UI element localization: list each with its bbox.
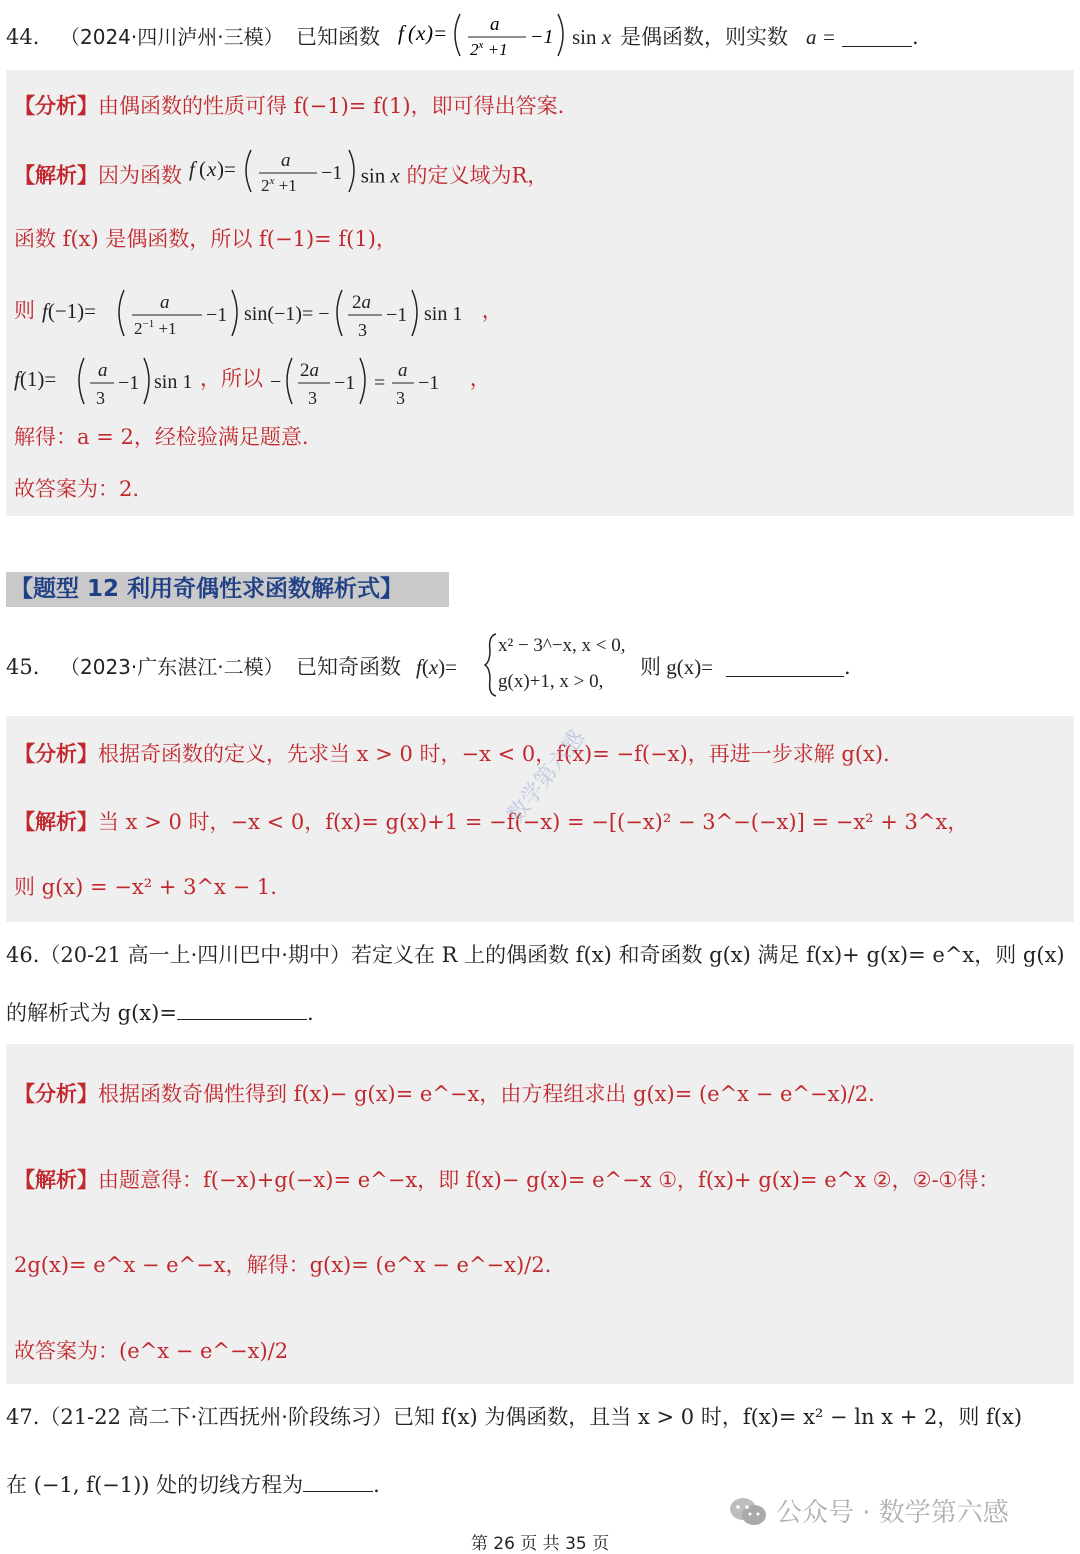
solution-line-1: 【解析】因为函数 f ( x )= a $2^x +1$ −1 sin x 的定义域为R， xyxy=(14,160,548,194)
svg-text:a: a xyxy=(280,150,291,171)
formula-svg xyxy=(398,10,570,58)
solution-answer: 故答案为：(e^x − e^−x)/2 xyxy=(14,1339,289,1363)
question-text: 已知奇函数 xyxy=(296,655,401,679)
question-text: 已知函数 xyxy=(296,25,380,49)
solution-line-2: 2g(x)= e^x − e^−x，解得：g(x)= (e^x − e^−x)/2. xyxy=(14,1253,552,1277)
svg-text:−1: −1 xyxy=(530,26,554,48)
svg-text:3: 3 xyxy=(96,388,105,408)
svg-text:=: = xyxy=(373,372,385,394)
analysis-line: 【分析】根据函数奇偶性得到 f(x)− g(x)= e^−x，由方程组求出 g(x)= (e^x − e^−x)/2. xyxy=(14,1081,875,1106)
solution-answer: 故答案为：2. xyxy=(14,477,140,501)
svg-text:2a: 2a xyxy=(351,292,371,313)
sol-formula-svg xyxy=(189,146,361,194)
svg-text:−1: −1 xyxy=(333,372,355,394)
svg-text:(: ( xyxy=(408,21,415,45)
question-number: 44. xyxy=(6,25,40,49)
svg-text:−1: −1 xyxy=(320,162,342,184)
svg-text:f: f xyxy=(398,21,404,45)
svg-text:3: 3 xyxy=(307,388,317,408)
watermark-text: 公众号 · 数学第六感 xyxy=(776,1498,1009,1528)
answer-variable: a = xyxy=(806,25,836,49)
question-source: （2023·广东湛江·二模） xyxy=(60,655,284,679)
question-44: 44. （2024·四川泸州·三模） 已知函数 f ( x )= a $2^x +1$ −1 sin x 是偶函数，则实数 a = . xyxy=(6,14,1074,64)
analysis-line: 【分析】由偶函数的性质可得 f(−1)= f(1)，即可得出答案. xyxy=(14,93,565,118)
svg-text:−1: −1 xyxy=(385,304,407,326)
answer-blank xyxy=(842,28,912,47)
solution-line-2: 函数 f(x) 是偶函数，所以 f(−1)= f(1)， xyxy=(14,227,397,251)
question-line-1: 46.（20-21 高一上·四川巴中·期中）若定义在 R 上的偶函数 f(x) 和奇函数 g(x) 满足 f(x)+ g(x)= e^x，则 g(x) xyxy=(6,943,1065,967)
solution-line-1: 【解析】当 x > 0 时，−x < 0，f(x)= g(x)+1 = −f(−x) = −[(−x)² − 3^−(−x)] = −x² + 3^x， xyxy=(14,809,969,834)
section-heading: 【题型 12 利用奇偶性求函数解析式】 xyxy=(6,572,449,607)
wechat-watermark xyxy=(728,1492,1009,1529)
svg-text:sin(−1)= −: sin(−1)= − xyxy=(243,303,330,325)
svg-text:−1: −1 xyxy=(205,304,227,326)
svg-text:−1: −1 xyxy=(118,372,140,394)
answer-blank xyxy=(303,1473,373,1492)
question-line-2: 的解析式为 g(x)= . xyxy=(6,1001,314,1025)
svg-text:sin 1: sin 1 xyxy=(423,303,463,325)
solution-44 xyxy=(6,70,1074,516)
page-footer: 第 26 页 共 35 页 xyxy=(470,1534,610,1554)
svg-text:3: 3 xyxy=(395,388,405,408)
solution-46 xyxy=(6,1044,1074,1384)
svg-text:2x +1: $2^x +1$ xyxy=(260,175,297,194)
svg-text:f(−1)=: f(−1)= xyxy=(41,299,96,323)
svg-text:2x +1: $2^x +1$ xyxy=(470,39,508,58)
question-45: 45. （2023·广东湛江·二模） 已知奇函数 f(x)= x² − 3^−x, x < 0, g(x)+1, x > 0, 则 g(x)= . xyxy=(6,628,1074,702)
sol3-formula-svg xyxy=(42,284,482,340)
question-number: 45. xyxy=(6,655,40,679)
diagonal-watermark: 数学第六感 xyxy=(502,725,591,828)
question-line-2: 在 (−1, f(−1)) 处的切线方程为 . xyxy=(6,1473,380,1497)
svg-text:2a: 2a xyxy=(299,360,319,381)
solution-45 xyxy=(6,716,1074,922)
svg-text:sin 1: sin 1 xyxy=(154,371,193,393)
question-46 xyxy=(6,940,1074,1036)
svg-text:−1: −1 xyxy=(417,372,439,394)
svg-text:)=: )= xyxy=(426,21,448,45)
case-2: g(x)+1, x > 0, xyxy=(498,671,604,692)
answer-blank xyxy=(177,1001,307,1020)
brace-icon xyxy=(484,632,498,698)
svg-text:a: a xyxy=(490,14,500,35)
svg-text:f: f xyxy=(188,157,195,181)
question-source: （2024·四川泸州·三模） xyxy=(60,25,284,49)
question-text-post: 则 g(x)= xyxy=(640,655,714,679)
solution-line-2: 则 g(x) = −x² + 3^x − 1. xyxy=(14,875,277,899)
svg-text:3: 3 xyxy=(357,320,367,340)
case-1: x² − 3^−x, x < 0, xyxy=(498,635,626,656)
svg-text:2−1 +1: $2^{-1} +1$ xyxy=(133,318,177,338)
svg-text:a: a xyxy=(397,360,408,381)
svg-text:f(1)=: f(1)= xyxy=(14,367,57,391)
solution-line-4: f(1)= a 3 −1 sin 1 ，所以 − 2a 3 −1 = a 3 −1 ， xyxy=(14,352,491,408)
svg-text:x: x xyxy=(416,21,426,45)
svg-text:x: x xyxy=(206,157,217,181)
wechat-icon xyxy=(728,1496,768,1526)
question-text-mid: 是偶函数，则实数 xyxy=(620,25,788,49)
svg-text:(: ( xyxy=(198,157,206,181)
question-line-1: 47.（21-22 高二下·江西抚州·阶段练习）已知 f(x) 为偶函数，且当 x > 0 时，f(x)= x² − ln x + 2，则 f(x) xyxy=(6,1405,1023,1429)
svg-text:a: a xyxy=(98,360,108,381)
answer-blank xyxy=(726,658,844,677)
svg-text:a: a xyxy=(159,292,170,313)
solution-line-1: 【解析】由题意得：f(−x)+g(−x)= e^−x，即 f(x)− g(x)= e^−x ①，f(x)+ g(x)= e^x ②，②-①得： xyxy=(14,1167,1000,1192)
svg-text:−: − xyxy=(269,371,281,393)
analysis-line: 【分析】根据奇函数的定义，先求当 x > 0 时，−x < 0，f(x)= −f(−x)，再进一步求解 g(x). xyxy=(14,741,890,766)
svg-text:)=: )= xyxy=(216,157,236,181)
sol4-formula2-svg xyxy=(270,352,470,408)
solution-line-3: 则 f(−1)= a $2^{-1} +1$ −1 sin(−1)= − 2a 3 −1 sin 1 ， xyxy=(14,284,503,340)
sol4-formula-svg xyxy=(14,352,200,408)
solution-line-5: 解得：a = 2，经检验满足题意. xyxy=(14,425,309,449)
